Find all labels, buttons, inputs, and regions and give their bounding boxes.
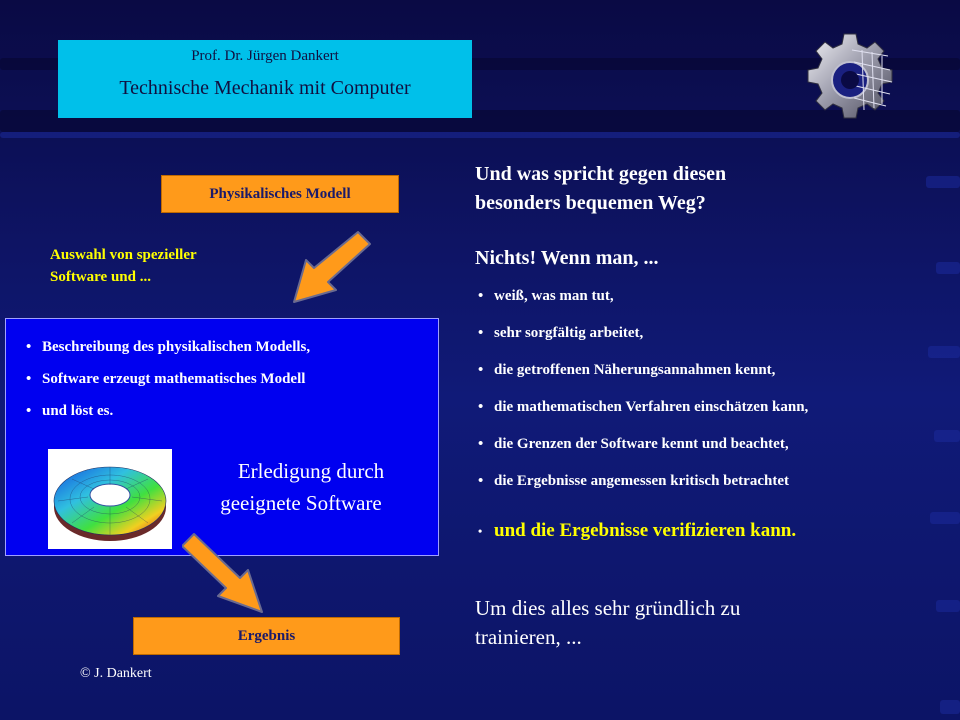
background-stripe [926,176,960,188]
arrow-down-right-icon [182,530,270,616]
fem-model-image [48,449,172,549]
condition-item: • weiß, was man tut, [494,288,808,325]
physical-model-box [161,175,399,213]
closing-line: Um dies alles sehr gründlich zu [475,596,741,620]
condition-item: • die Grenzen der Software kennt und beachtet, [494,436,808,473]
answer-text: Nichts! Wenn man, ... [475,247,659,269]
software-process-box [5,318,439,556]
condition-item: • die Ergebnisse angemessen kritisch betrachtet [494,473,808,510]
condition-item: • die getroffenen Näherungsannahmen kennt, [494,362,808,399]
handling-text [176,455,426,519]
verify-text: und die Ergebnisse verifizieren kann. [494,520,797,541]
conditions-list [494,288,808,510]
background-stripe [936,600,960,612]
result-box [133,617,400,655]
software-selection-line: Auswahl von spezieller [50,247,197,263]
background-stripe [930,512,960,524]
closing-text [475,594,740,652]
handling-line: Erledigung durch [237,459,385,483]
background-stripe [940,700,960,714]
condition-item: • sehr sorgfältig arbeitet, [494,325,808,362]
closing-line: trainieren, ... [475,625,582,649]
header-title: Technische Mechanik mit Computer [119,77,411,99]
process-bullet: • Software erzeugt mathematisches Modell [42,371,310,388]
header-author: Prof. Dr. Jürgen Dankert [191,48,339,64]
gear-mesh-logo-icon [800,30,900,130]
arrow-down-left-icon [288,228,372,306]
result-label: Ergebnis [237,628,296,644]
verify-bullet: • [478,524,483,538]
software-selection-line: Software und ... [50,269,151,285]
condition-item: • die mathematischen Verfahren einschätzen kann, [494,399,808,436]
background-stripe [936,262,960,274]
background-stripe [0,132,960,138]
question-text [475,160,726,218]
copyright: © J. Dankert [80,666,152,681]
header-box [58,40,472,118]
process-bullet: • Beschreibung des physikalischen Modells, [42,339,310,356]
process-bullet: • und löst es. [42,403,310,420]
background-stripe [928,346,960,358]
software-selection-text [50,244,197,288]
physical-model-label: Physikalisches Modell [209,186,351,202]
question-line: besonders bequemen Weg? [475,192,706,214]
question-line: Und was spricht gegen diesen [475,163,727,185]
handling-line: geeignete Software [220,491,382,515]
background-stripe [934,430,960,442]
